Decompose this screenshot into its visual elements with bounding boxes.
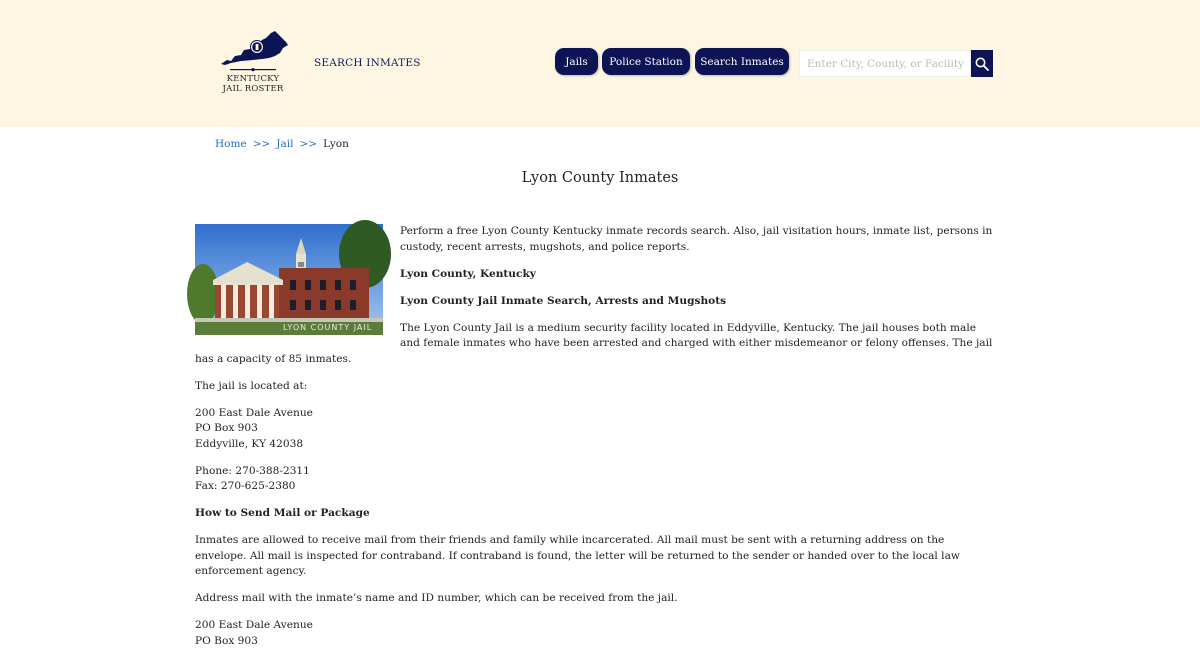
- mail-paragraph: Inmates are allowed to receive mail from their friends and family while incarcerated. All mail must be sent with a returning address on the envelope. All mail is inspected for contraband. If contraband is found, the letter will be returned to the sender or handed over to the local law enforcement agency.: [195, 534, 960, 577]
- breadcrumb-jail[interactable]: Jail: [276, 138, 294, 150]
- search-button[interactable]: [971, 50, 993, 77]
- facility-search-input[interactable]: [799, 50, 971, 77]
- address-line-1: 200 East Dale Avenue: [195, 406, 313, 419]
- mail-heading: How to Send Mail or Package: [195, 507, 370, 519]
- intro-paragraph: Perform a free Lyon County Kentucky inmate records search. Also, jail visitation hours, inmate list, persons in custody, recent arrests, mugshots, and police reports.: [400, 225, 993, 253]
- site-header: [0, 0, 1200, 127]
- main-content: [195, 224, 995, 661]
- breadcrumb-separator: >>: [299, 138, 318, 150]
- nav-police-station-button[interactable]: Police Station: [602, 48, 690, 75]
- mail-address-line-1: 200 East Dale Avenue: [195, 619, 313, 631]
- breadcrumb-current: Lyon: [323, 138, 349, 150]
- nav-jails-button[interactable]: Jails: [555, 48, 598, 75]
- kentucky-map-icon: [217, 28, 289, 72]
- breadcrumb: [215, 138, 349, 150]
- description-paragraph: The Lyon County Jail is a medium security facility located in Eddyville, Kentucky. The jail houses both male and female inmates who have been arrested and charged with either misdemeanor or felony offenses. The jail has a capacity of 85 inmates.: [195, 321, 993, 365]
- address-line-2: PO Box 903: [195, 422, 258, 434]
- logo-line-1: KENTUCKY: [226, 74, 280, 84]
- nav-search-inmates-button[interactable]: Search Inmates: [695, 48, 789, 75]
- photo-caption: LYON COUNTY JAIL: [283, 323, 373, 332]
- located-at-text: The jail is located at:: [195, 379, 308, 392]
- address-line-3: Eddyville, KY 42038: [195, 437, 304, 450]
- page-title: Lyon County Inmates: [521, 170, 679, 186]
- jail-address: [195, 406, 995, 453]
- logo-line-2: JAIL ROSTER: [222, 84, 284, 94]
- jail-building-photo: [195, 224, 383, 335]
- search-inmates-link[interactable]: SEARCH INMATES: [314, 57, 421, 69]
- fax-number: Fax: 270-625-2380: [195, 480, 296, 492]
- search-icon: [975, 57, 989, 71]
- address-mail-paragraph: Address mail with the inmate’s name and ID number, which can be received from the jail.: [195, 592, 678, 604]
- mail-address-line-2: PO Box 903: [195, 634, 258, 647]
- county-heading: Lyon County, Kentucky: [400, 267, 536, 280]
- contact-info: [195, 464, 995, 495]
- mail-address: [195, 618, 995, 649]
- breadcrumb-home[interactable]: Home: [215, 138, 247, 150]
- phone-number: Phone: 270-388-2311: [195, 464, 310, 477]
- search-placeholder: Enter City, County, or Facility: [807, 57, 964, 70]
- breadcrumb-separator: >>: [252, 138, 271, 150]
- search-heading: Lyon County Jail Inmate Search, Arrests and Mugshots: [400, 294, 727, 307]
- site-logo[interactable]: [215, 28, 291, 100]
